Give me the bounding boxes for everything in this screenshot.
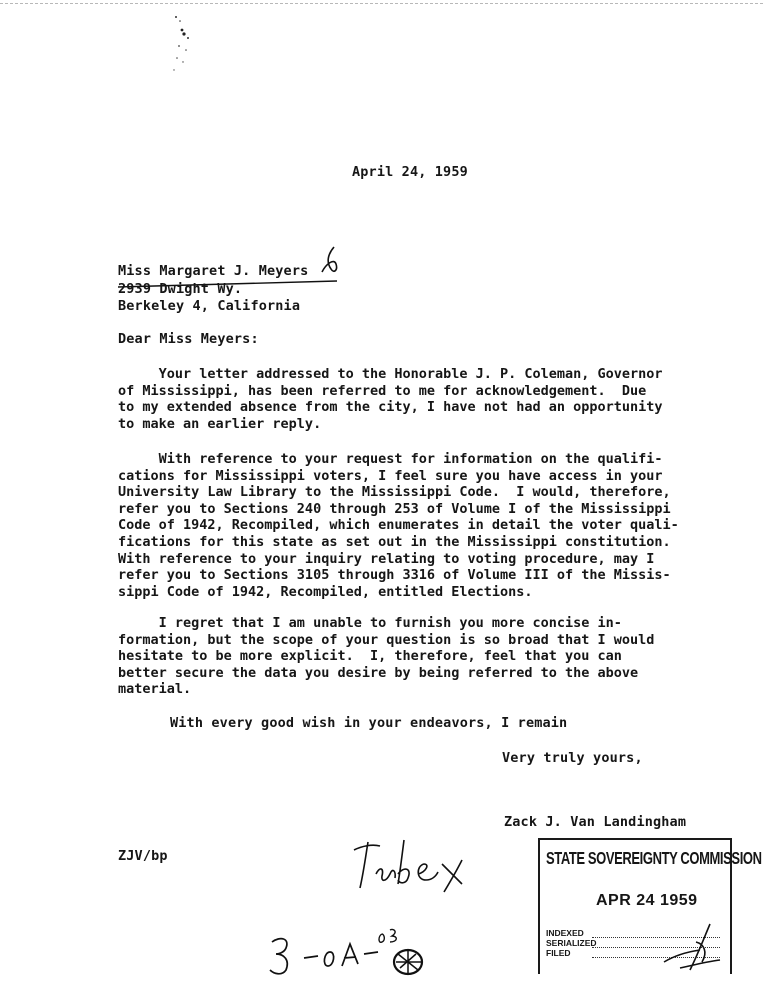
paragraph-regret	[118, 615, 738, 698]
paragraph-line: I regret that I am unable to furnish you more concise in-	[118, 615, 622, 631]
paragraph-line: refer you to Sections 3105 through 3316 of Volume III of the Missis-	[118, 567, 671, 584]
paragraph-line: fications for this state as set out in the Mississippi constitution.	[118, 533, 671, 550]
paragraph-line: With reference to your request for information on the qualifi-	[118, 451, 663, 467]
received-stamp	[538, 838, 762, 974]
recipient-street: 2939 Dwight Wy.	[118, 281, 243, 297]
stamp-title: STATE SOVEREIGNTY COMMISSION	[546, 848, 762, 869]
page-top-edge	[0, 3, 763, 4]
paragraph-line: hesitate to be more explicit. I, therefore, feel that you can	[118, 648, 622, 665]
paragraph-acknowledgement	[118, 366, 738, 432]
paragraph-line: of Mississippi, has been referred to me for acknowledgement. Due	[118, 382, 647, 399]
stamp-label-indexed: INDEXED	[546, 928, 584, 938]
stamp-date: APR 24 1959	[596, 892, 698, 909]
scan-specks	[168, 12, 198, 82]
recipient-city: Berkeley 4, California	[118, 298, 301, 314]
paragraph-line: better secure the data you desire by being referred to the above	[118, 664, 639, 681]
handwritten-file-number	[266, 920, 446, 982]
paragraph-line: sippi Code of 1942, Recompiled, entitled Elections.	[118, 583, 533, 600]
closing: Very truly yours,	[502, 750, 643, 766]
reference-initials: ZJV/bp	[118, 848, 168, 864]
letter-date: April 24, 1959	[352, 164, 468, 180]
signer-name: Zack J. Van Landingham	[504, 814, 687, 830]
paragraph-line: University Law Library to the Mississippi Code. I would, therefore,	[118, 484, 671, 501]
salutation: Dear Miss Meyers:	[118, 331, 259, 347]
paragraph-line: Code of 1942, Recompiled, which enumerates in detail the voter quali-	[118, 517, 679, 534]
stamp-initial-mark	[660, 922, 724, 972]
paragraph-line: Your letter addressed to the Honorable J. P. Coleman, Governor	[118, 366, 663, 382]
paragraph-line: formation, but the scope of your question is so broad that I would	[118, 631, 655, 648]
stamp-label-filed: FILED	[546, 948, 571, 958]
recipient-name: Miss Margaret J. Meyers	[118, 263, 309, 279]
paragraph-voter-qualifications	[118, 451, 738, 600]
paragraph-line: With reference to your inquiry relating to voting procedure, may I	[118, 550, 655, 567]
paragraph-line: to my extended absence from the city, I have not had an opportunity	[118, 399, 663, 416]
paragraph-line: to make an earlier reply.	[118, 415, 322, 432]
paragraph-line: material.	[118, 681, 192, 698]
handwritten-index-note	[346, 830, 486, 900]
stamp-label-serialized: SERIALIZED	[546, 938, 597, 948]
paragraph-line: refer you to Sections 240 through 253 of Volume I of the Mississippi	[118, 500, 671, 517]
paragraph-line: cations for Mississippi voters, I feel sure you have access in your	[118, 467, 663, 484]
closing-wish: With every good wish in your endeavors, I remain	[170, 715, 568, 731]
